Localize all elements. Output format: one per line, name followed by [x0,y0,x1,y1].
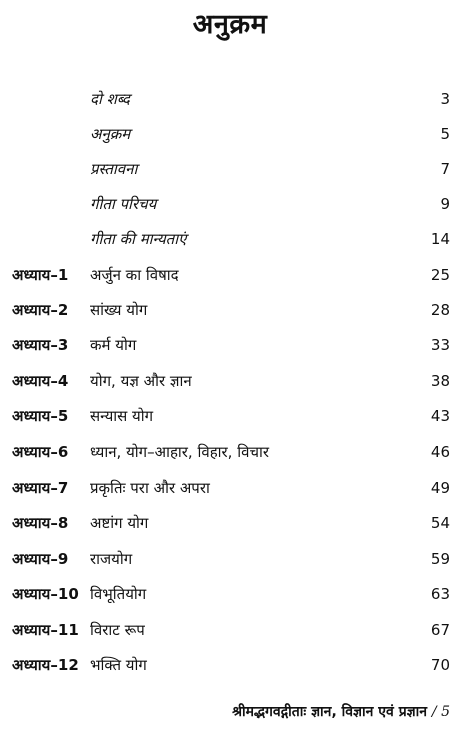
toc-page-number: 54 [430,514,450,532]
chapter-label: अध्याय–3 [12,336,69,354]
toc-entry-title: सन्यास योग [90,407,154,425]
toc-page-number: 49 [430,479,450,497]
toc-row-front-4[interactable] [0,187,460,221]
toc-entry-title: विभूतियोग [90,585,147,603]
chapter-label: अध्याय–10 [12,585,79,603]
toc-entry-title: राजयोग [90,550,133,568]
toc-row-front-1[interactable] [0,82,460,116]
toc-entry-title: अर्जुन का विषाद [90,266,179,284]
toc-row-chapter-2[interactable] [0,293,460,327]
toc-page-number: 33 [430,336,450,354]
toc-page-number: 14 [430,230,450,248]
toc-page-number: 38 [430,372,450,390]
toc-row-chapter-8[interactable] [0,506,460,540]
toc-page-number: 25 [430,266,450,284]
toc-page-number: 59 [430,550,450,568]
toc-entry-title: भक्ति योग [90,656,147,674]
toc-row-front-3[interactable] [0,152,460,186]
toc-entry-title: ध्यान, योग–आहार, विहार, विचार [90,443,269,461]
chapter-label: अध्याय–11 [12,621,79,639]
toc-row-chapter-10[interactable] [0,577,460,611]
toc-entry-title: गीता परिचय [90,195,157,213]
toc-entry-title: सांख्य योग [90,301,148,319]
chapter-label: अध्याय–12 [12,656,79,674]
toc-row-chapter-11[interactable] [0,613,460,647]
toc-row-front-2[interactable] [0,117,460,151]
toc-entry-title: प्रकृतिः परा और अपरा [90,479,210,497]
toc-entry-title: अनुक्रम [90,125,131,143]
toc-page-number: 67 [430,621,450,639]
toc-page-number: 9 [440,195,450,213]
toc-entry-title: विराट रूप [90,621,145,639]
footer-page-number: / 5 [431,704,450,720]
chapter-label: अध्याय–4 [12,372,69,390]
chapter-label: अध्याय–6 [12,443,69,461]
toc-row-chapter-6[interactable] [0,435,460,469]
toc-page-number: 70 [430,656,450,674]
toc-row-chapter-9[interactable] [0,542,460,576]
toc-page-number: 7 [440,160,450,178]
toc-entry-title: अष्टांग योग [90,514,149,532]
toc-entry-title: प्रस्तावना [90,160,138,178]
toc-row-chapter-5[interactable] [0,399,460,433]
toc-row-chapter-4[interactable] [0,364,460,398]
chapter-label: अध्याय–1 [12,266,69,284]
toc-page-number: 5 [440,125,450,143]
toc-row-front-5[interactable] [0,222,460,256]
toc-row-chapter-12[interactable] [0,648,460,682]
toc-row-chapter-3[interactable] [0,328,460,362]
page-title: अनुक्रम [192,9,268,40]
toc-entry-title: कर्म योग [90,336,137,354]
chapter-label: अध्याय–2 [12,301,69,319]
toc-page-number: 28 [430,301,450,319]
toc-entry-title: योग, यज्ञ और ज्ञान [90,372,192,390]
toc-page-number: 63 [430,585,450,603]
toc-row-chapter-7[interactable] [0,471,460,505]
toc-entry-title: दो शब्द [90,90,130,108]
running-book-title: श्रीमद्भगवद्गीताः ज्ञान, विज्ञान एवं प्रज्ञान [232,704,428,720]
chapter-label: अध्याय–9 [12,550,69,568]
toc-entry-title: गीता की मान्यताएं [90,230,187,248]
toc-page-number: 3 [440,90,450,108]
toc-page-number: 43 [430,407,450,425]
page-footer [0,702,450,721]
toc-row-chapter-1[interactable] [0,258,460,292]
chapter-label: अध्याय–7 [12,479,69,497]
chapter-label: अध्याय–5 [12,407,69,425]
chapter-label: अध्याय–8 [12,514,69,532]
toc-page-number: 46 [430,443,450,461]
